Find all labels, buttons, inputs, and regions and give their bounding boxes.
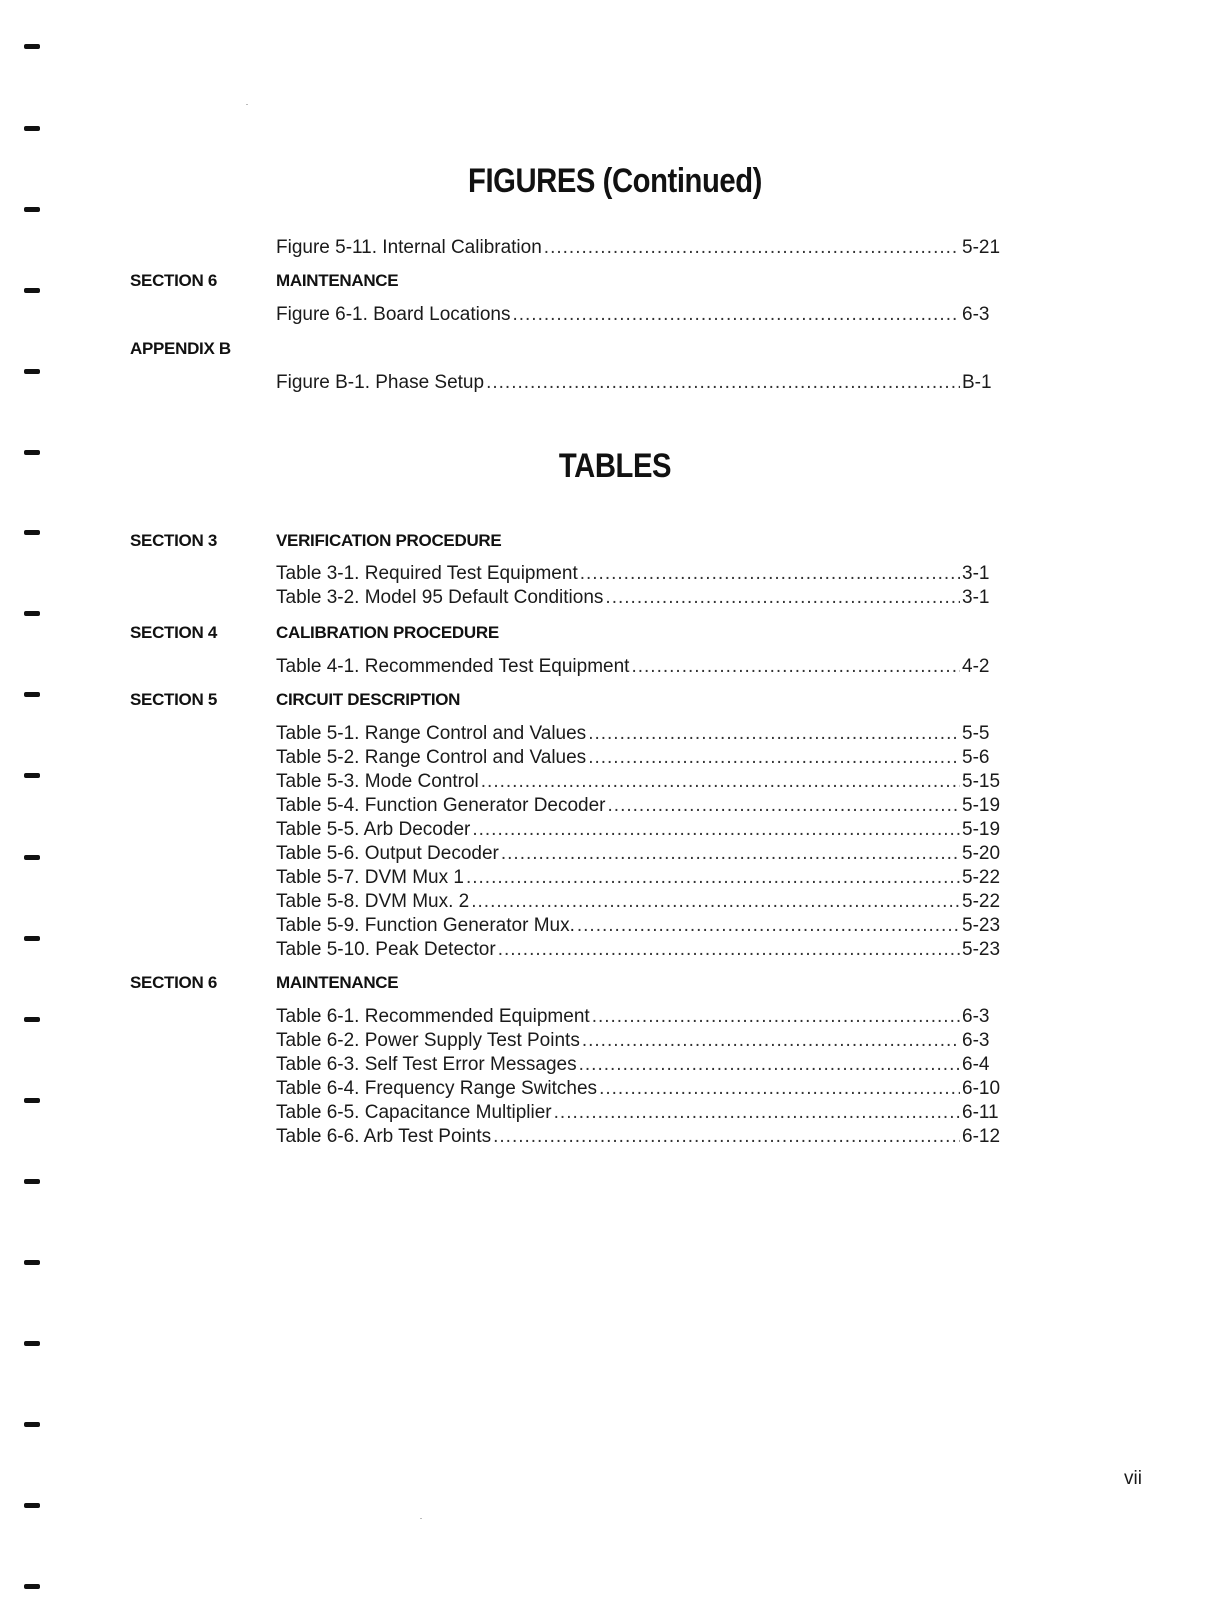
section-title: VERIFICATION PROCEDURE [276,531,502,550]
binder-mark [24,369,40,374]
table-entry[interactable] [276,818,1002,842]
entry-page: B-1 [962,372,992,393]
dot-leader [588,722,960,746]
dot-leader [498,938,960,962]
binder-mark [24,44,40,49]
entry-page: 4-2 [962,656,990,677]
dot-leader [501,842,960,866]
entry-page: 5-5 [962,723,990,744]
dot-leader [466,866,960,890]
dot-leader [512,303,960,327]
entry-label: Figure 6-1. Board Locations [276,304,511,325]
section-label: APPENDIX B [130,339,231,358]
entry-label: Table 5-6. Output Decoder [276,843,499,864]
table-entry[interactable] [276,770,1002,794]
binder-mark [24,855,40,860]
table-entry[interactable] [276,655,1002,679]
table-entry[interactable] [276,1101,1002,1125]
entry-label: Table 5-2. Range Control and Values [276,747,587,768]
entry-page: 5-19 [962,819,1001,840]
binder-mark [24,773,40,778]
entry-label: Table 5-3. Mode Control [276,771,479,792]
entry-label: Figure B-1. Phase Setup [276,372,485,393]
entry-label: Table 5-8. DVM Mux. 2 [276,891,470,912]
entry-page: 3-1 [962,587,990,608]
figure-entry[interactable] [276,236,1002,260]
scan-speck [420,1518,422,1519]
binder-mark [24,288,40,293]
entry-page: 6-11 [962,1102,999,1123]
section-label: SECTION 5 [130,690,218,709]
table-entry[interactable] [276,746,1002,770]
entry-page: 5-22 [962,891,1001,912]
binder-mark [24,1179,40,1184]
entry-label: Table 6-3. Self Test Error Messages [276,1054,577,1075]
binder-mark [24,1341,40,1346]
section-label: SECTION 4 [130,623,218,642]
section-title: MAINTENANCE [276,973,399,992]
binder-mark [24,1584,40,1589]
entry-label: Table 6-6. Arb Test Points [276,1126,492,1147]
binder-mark [24,1260,40,1265]
table-entry[interactable] [276,1125,1002,1149]
entry-label: Table 4-1. Recommended Test Equipment [276,656,630,677]
section-label: SECTION 6 [130,973,218,992]
section-title: MAINTENANCE [276,271,399,290]
dot-leader [580,562,960,586]
section-title: CALIBRATION PROCEDURE [276,623,499,642]
table-entry[interactable] [276,866,1002,890]
entry-page: 5-15 [962,771,1001,792]
dot-leader [493,1125,960,1149]
entry-label: Table 6-1. Recommended Equipment [276,1006,590,1027]
entry-label: Table 5-9. Function Generator Mux. [276,915,575,936]
entry-page: 6-3 [962,1006,990,1027]
dot-leader [554,1101,960,1125]
dot-leader [579,1053,960,1077]
entry-page: 3-1 [962,563,990,584]
dot-leader [631,655,960,679]
dot-leader [472,818,960,842]
table-entry[interactable] [276,1077,1002,1101]
section-label: SECTION 6 [130,271,218,290]
binder-mark [24,126,40,131]
binder-mark [24,1098,40,1103]
dot-leader [582,1029,960,1053]
table-entry[interactable] [276,586,1002,610]
binder-mark [24,1017,40,1022]
entry-label: Table 3-2. Model 95 Default Conditions [276,587,604,608]
table-entry[interactable] [276,562,1002,586]
table-entry[interactable] [276,794,1002,818]
entry-label: Table 6-2. Power Supply Test Points [276,1030,580,1051]
dot-leader [471,890,960,914]
page-number: vii [1124,1468,1142,1489]
entry-page: 5-23 [962,915,1001,936]
entry-page: 6-10 [962,1078,1001,1099]
entry-label: Table 5-7. DVM Mux 1 [276,867,464,888]
entry-page: 6-3 [962,1030,990,1051]
figure-entry[interactable] [276,371,1002,395]
entry-page: 5-22 [962,867,1001,888]
dot-leader [577,914,960,938]
scan-speck [246,104,248,105]
figure-entry[interactable] [276,303,1002,327]
entry-label: Table 5-1. Range Control and Values [276,723,587,744]
binder-mark [24,936,40,941]
table-entry[interactable] [276,890,1002,914]
table-entry[interactable] [276,1029,1002,1053]
entry-page: 5-20 [962,843,1001,864]
figures-heading: FIGURES (Continued) [468,162,762,200]
dot-leader [605,586,960,610]
entry-label: Table 5-10. Peak Detector [276,939,496,960]
table-entry[interactable] [276,914,1002,938]
entry-page: 6-12 [962,1126,1001,1147]
binder-mark [24,450,40,455]
dot-leader [544,236,960,260]
entry-label: Table 6-5. Capacitance Multiplier [276,1102,552,1123]
entry-label: Table 3-1. Required Test Equipment [276,563,578,584]
entry-page: 5-19 [962,795,1001,816]
binder-mark [24,611,40,616]
table-entry[interactable] [276,938,1002,962]
entry-page: 5-23 [962,939,1001,960]
entry-label: Figure 5-11. Internal Calibration [276,237,542,258]
dot-leader [599,1077,960,1101]
table-entry[interactable] [276,1053,1002,1077]
entry-page: 6-3 [962,304,990,325]
table-entry[interactable] [276,722,1002,746]
dot-leader [588,746,960,770]
dot-leader [481,770,960,794]
binder-mark [24,207,40,212]
binder-mark [24,530,40,535]
dot-leader [486,371,960,395]
entry-page: 5-21 [962,237,1001,258]
entry-label: Table 6-4. Frequency Range Switches [276,1078,598,1099]
section-label: SECTION 3 [130,531,218,550]
entry-label: Table 5-4. Function Generator Decoder [276,795,606,816]
entry-label: Table 5-5. Arb Decoder [276,819,471,840]
entry-page: 5-6 [962,747,990,768]
dot-leader [608,794,960,818]
binder-mark [24,692,40,697]
entry-page: 6-4 [962,1054,990,1075]
section-title: CIRCUIT DESCRIPTION [276,690,461,709]
table-entry[interactable] [276,1005,1002,1029]
binder-mark [24,1503,40,1508]
binder-mark [24,1422,40,1427]
table-entry[interactable] [276,842,1002,866]
dot-leader [592,1005,960,1029]
tables-heading: TABLES [558,447,672,485]
